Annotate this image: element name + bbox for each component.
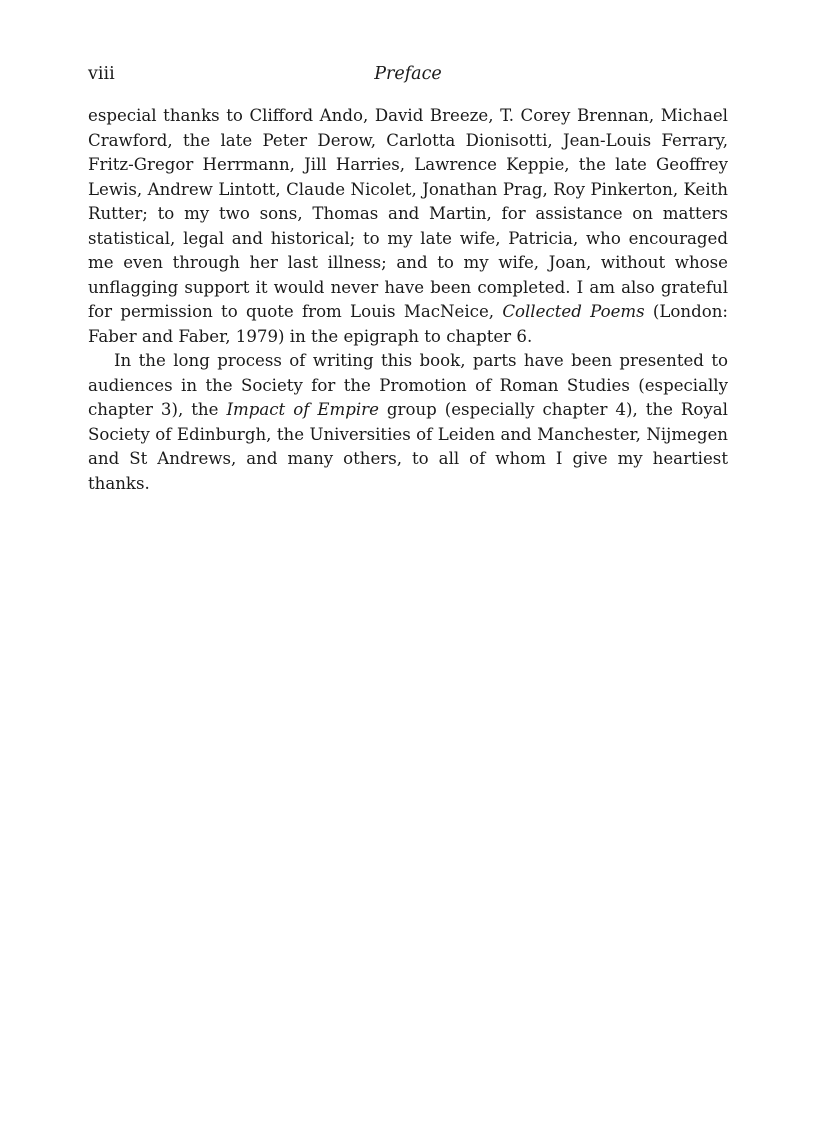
paragraph-presentations (88, 349, 728, 496)
body-text (88, 104, 728, 496)
book-page (88, 60, 728, 496)
running-head (88, 60, 728, 88)
running-title: Preface (374, 64, 442, 84)
paragraph-text: In the long process of writing this book, parts have been presented to audiences in the Society for the Promotion of Roman Studies (especially chapter 3), the (88, 351, 728, 419)
paragraph-text: especial thanks to Clifford Ando, David Breeze, T. Corey Brennan, Michael Crawford, the late Peter Derow, Carlotta Dionisotti, Jean-Louis Ferrary, Fritz-Gregor Herrmann, Jill Harries, Lawrence Keppie, the late Geoffrey Lewis, Andrew Lintott, Claude Nicolet, Jonathan Prag, Roy Pinkerton, Keith Rutter; to my two sons, Thomas and Martin, for assistance on matters statistical, legal and historical; to my late wife, Patricia, who encouraged me even through her last illness; and to my wife, Joan, without whose unflagging support it would never have been completed. I am also grateful for permission to quote from Louis MacNeice, (88, 106, 728, 321)
italic-title: Impact of Empire (226, 400, 379, 419)
paragraph-text: (London: Faber and Faber, 1979) in the epigraph to chapter 6. (88, 302, 728, 346)
italic-title: Collected Poems (502, 302, 645, 321)
paragraph-text: group (especially chapter 4), the Royal Society of Edinburgh, the Universities of Leiden and Manchester, Nijmegen and St Andrews, and many others, to all of whom I give my heartiest thanks. (88, 400, 728, 493)
paragraph-acknowledgements (88, 104, 728, 349)
page-number: viii (88, 64, 115, 84)
